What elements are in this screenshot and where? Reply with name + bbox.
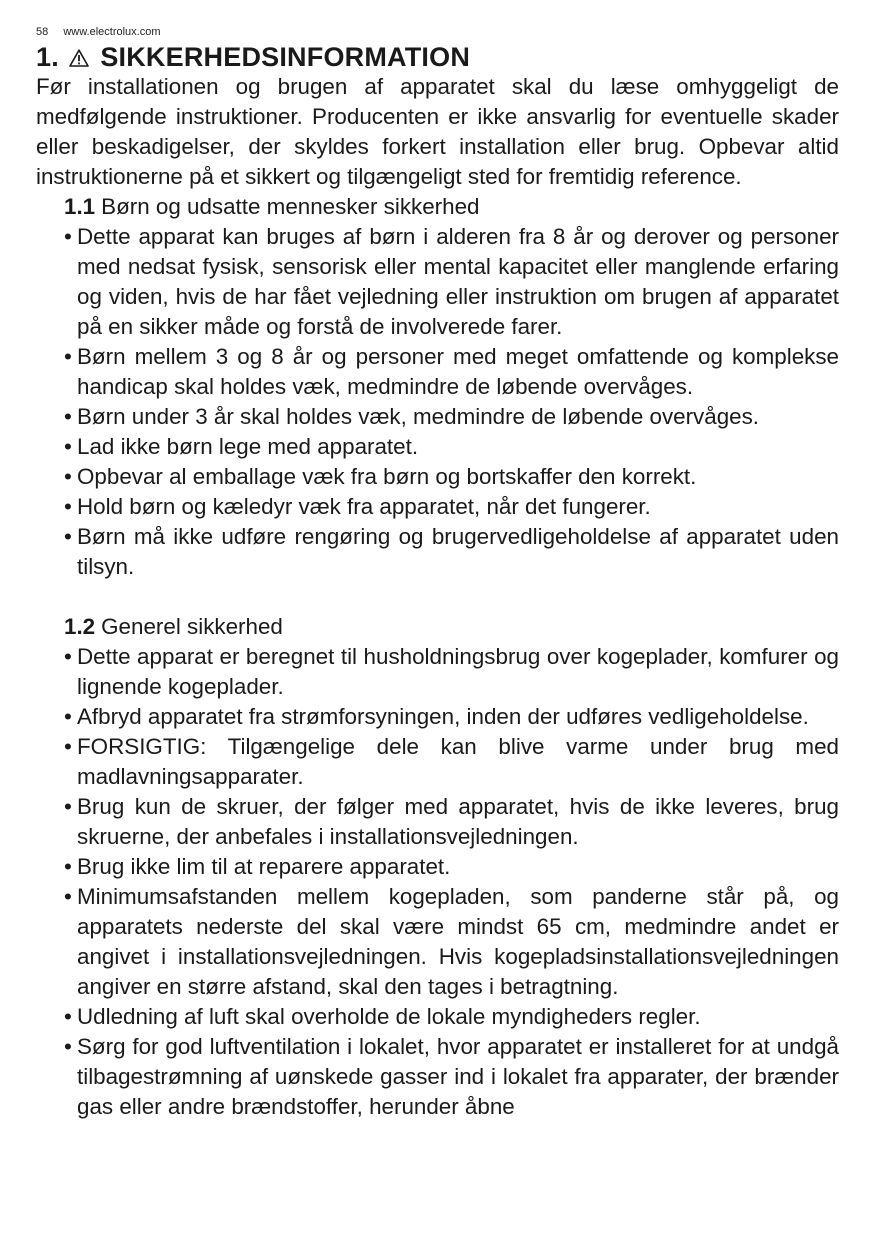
section-number: 1.2 <box>64 614 96 639</box>
list-item: • Børn under 3 år skal holdes væk, medmindre de løbende overvåges. <box>64 404 760 429</box>
title-number: 1. <box>36 42 59 72</box>
list-item: • Udledning af luft skal overholde de lokale myndigheders regler. <box>64 1004 701 1029</box>
title-text: SIKKERHEDSINFORMATION <box>100 42 471 72</box>
list-item: • Dette apparat kan bruges af børn i alderen fra 8 år og derover og personer med nedsat fysisk, sensorisk eller mental kapacitet eller manglende erfaring og viden, hvis de har fået vejledning eller instruktion om brugen af apparatet på en sikker måde og forstå de involverede farer. <box>64 224 839 339</box>
list-item: • FORSIGTIG: Tilgængelige dele kan blive varme under brug med madlavningsapparater. <box>64 734 839 789</box>
list-item: • Brug ikke lim til at reparere apparatet. <box>64 854 451 879</box>
section-title: Børn og udsatte mennesker sikkerhed <box>101 194 480 219</box>
bullet-list <box>64 222 839 582</box>
list-item: • Dette apparat er beregnet til husholdningsbrug over kogeplader, komfurer og lignende kogeplader. <box>64 644 839 699</box>
bullet-list <box>64 642 839 1122</box>
list-item: • Brug kun de skruer, der følger med apparatet, hvis de ikke leveres, brug skruerne, der anbefales i installationsvejledningen. <box>64 794 839 849</box>
page-header <box>36 22 839 42</box>
page-number: 58 <box>36 26 49 38</box>
list-item: • Børn mellem 3 og 8 år og personer med meget omfattende og komplekse handicap skal holdes væk, medmindre de løbende overvåges. <box>64 344 839 399</box>
section-title: Generel sikkerhed <box>101 614 283 639</box>
section-children-safety <box>64 192 839 582</box>
list-item: • Afbryd apparatet fra strømforsyningen, inden der udføres vedligeholdelse. <box>64 704 809 729</box>
section-number: 1.1 <box>64 194 96 219</box>
list-item: • Opbevar al emballage væk fra børn og bortskaffer den korrekt. <box>64 464 697 489</box>
warning-icon <box>69 49 89 67</box>
section-general-safety <box>64 612 839 1122</box>
website-url: www.electrolux.com <box>63 26 161 38</box>
list-item: • Hold børn og kæledyr væk fra apparatet, når det fungerer. <box>64 494 651 519</box>
list-item: • Børn må ikke udføre rengøring og brugervedligeholdelse af apparatet uden tilsyn. <box>64 524 839 579</box>
section-heading <box>64 612 839 642</box>
intro-paragraph: Før installationen og brugen af apparatet skal du læse omhyggeligt de medfølgende instruktioner. Producenten er ikke ansvarlig for eventuelle skader eller beskadigelser, der skyldes forkert installation eller brug. Opbevar altid instruktionerne på et sikkert og tilgængeligt sted for fremtidig reference. <box>36 74 839 189</box>
list-item: • Minimumsafstanden mellem kogepladen, som panderne står på, og apparatets nederste del skal være mindst 65 cm, medmindre andet er angivet i installationsvejledningen. Hvis kogepladsinstallationsvejledningen angiver en større afstand, skal den tages i betragtning. <box>64 884 839 999</box>
section-spacer <box>36 582 839 612</box>
document-page <box>36 22 839 1122</box>
list-item: • Sørg for god luftventilation i lokalet, hvor apparatet er installeret for at undgå tilbagestrømning af uønskede gasser ind i lokalet fra apparater, der brænder gas eller andre brændstoffer, herunder åbne <box>64 1034 839 1119</box>
page-title <box>36 42 839 72</box>
section-heading <box>64 192 839 222</box>
list-item: • Lad ikke børn lege med apparatet. <box>64 434 419 459</box>
